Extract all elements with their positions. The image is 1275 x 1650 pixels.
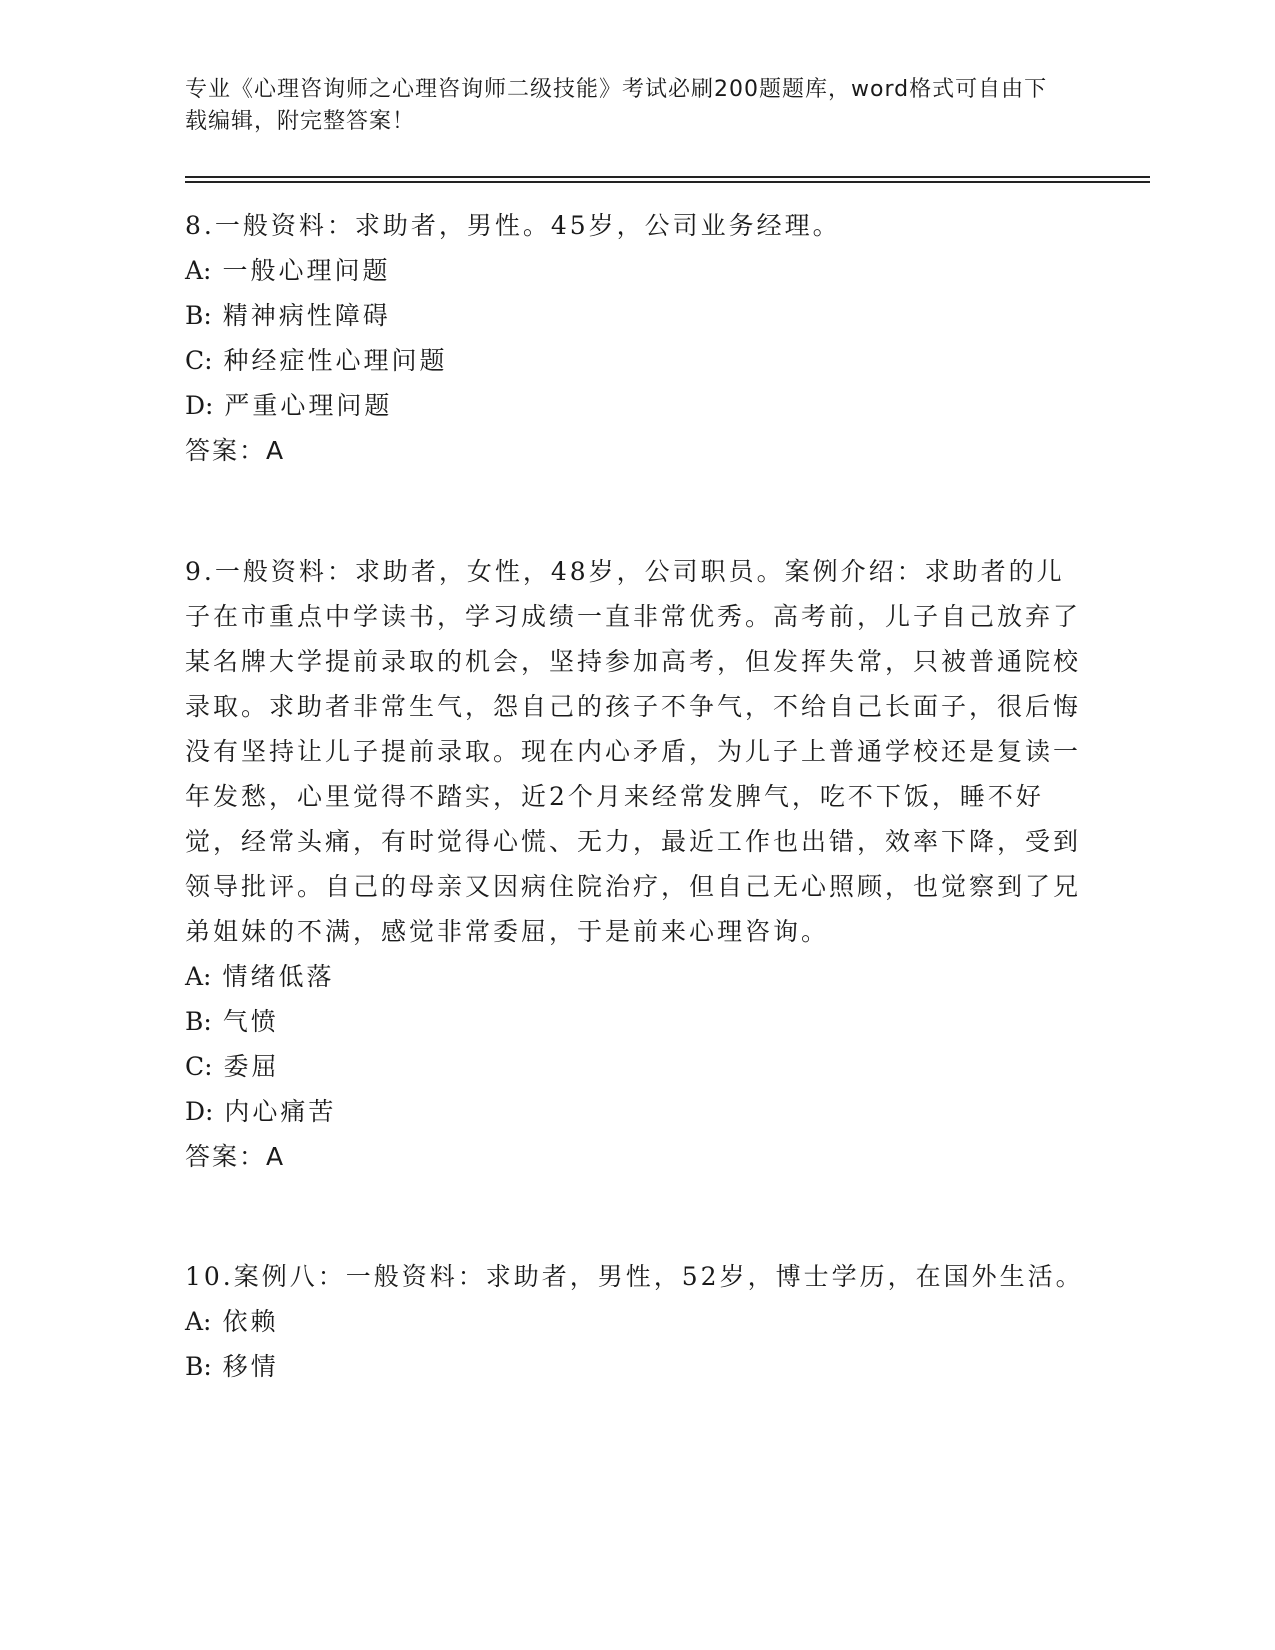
question-stem: 8.一般资料：求助者，男性。45岁，公司业务经理。 (185, 211, 841, 240)
option-text: 气愤 (222, 1007, 279, 1036)
header-divider-bottom (185, 181, 1150, 183)
option-a (185, 1299, 1085, 1344)
question-10 (185, 1254, 1085, 1389)
option-letter: C: (185, 1052, 213, 1081)
option-a (185, 954, 1085, 999)
header-divider-top (185, 176, 1150, 178)
option-letter: B: (185, 1352, 212, 1381)
option-text: 情绪低落 (222, 962, 335, 991)
option-b (185, 293, 1085, 338)
option-text: 精神病性障碍 (222, 301, 391, 330)
option-d (185, 1089, 1085, 1134)
option-c (185, 1044, 1085, 1089)
option-b (185, 1344, 1085, 1389)
option-text: 严重心理问题 (224, 391, 393, 420)
option-letter: A: (185, 1307, 212, 1336)
option-c (185, 338, 1085, 383)
option-text: 一般心理问题 (222, 256, 391, 285)
option-text: 移情 (222, 1352, 279, 1381)
option-letter: D: (185, 391, 214, 420)
option-text: 种经症性心理问题 (223, 346, 448, 375)
question-9 (185, 549, 1085, 1179)
answer-label: 答案：A (185, 436, 286, 465)
answer-label: 答案：A (185, 1142, 286, 1171)
option-letter: A: (185, 962, 212, 991)
option-letter: D: (185, 1097, 214, 1126)
option-b (185, 999, 1085, 1044)
document-header: 专业《心理咨询师之心理咨询师二级技能》考试必刷200题题库，word格式可自由下载编辑，附完整答案！ (185, 77, 1048, 134)
option-letter: B: (185, 301, 212, 330)
option-text: 依赖 (222, 1307, 279, 1336)
question-stem: 9.一般资料：求助者，女性，48岁，公司职员。案例介绍：求助者的儿子在市重点中学读书，学习成绩一直非常优秀。高考前，儿子自己放弃了某名牌大学提前录取的机会，坚持参加高考，但发挥失常，只被普通院校录取。求助者非常生气，怨自己的孩子不争气，不给自己长面子，很后悔没有坚持让儿子提前录取。现在内心矛盾，为儿子上普通学校还是复读一年发愁，心里觉得不踏实，近2个月来经常发脾气，吃不下饭，睡不好觉，经常头痛，有时觉得心慌、无力，最近工作也出错，效率下降，受到领导批评。自己的母亲又因病住院治疗，但自己无心照顾，也觉察到了兄弟姐妹的不满，感觉非常委屈，于是前来心理咨询。 (185, 557, 1082, 946)
option-text: 内心痛苦 (224, 1097, 337, 1126)
option-letter: A: (185, 256, 212, 285)
question-stem: 10.案例八：一般资料：求助者，男性，52岁，博士学历，在国外生活。 (185, 1262, 1084, 1291)
option-d (185, 383, 1085, 428)
question-8 (185, 203, 1085, 473)
option-letter: B: (185, 1007, 212, 1036)
option-text: 委屈 (223, 1052, 280, 1081)
option-a (185, 248, 1085, 293)
option-letter: C: (185, 346, 213, 375)
